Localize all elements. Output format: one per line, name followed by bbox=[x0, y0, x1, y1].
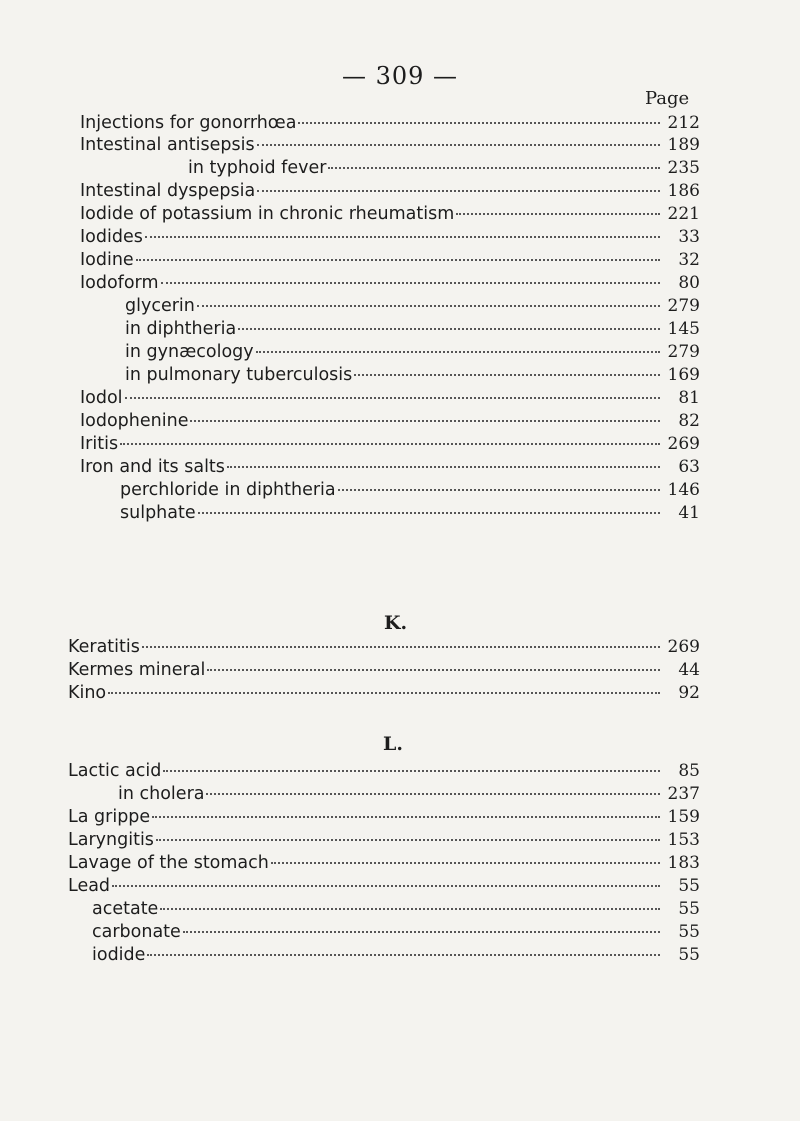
index-entry-page: 85 bbox=[678, 761, 700, 781]
page-number: — 309 — bbox=[341, 62, 459, 90]
index-entry-page: 221 bbox=[667, 204, 700, 224]
section-letter-k: K. bbox=[384, 612, 408, 634]
index-entry-label: Iodoform bbox=[80, 273, 159, 293]
leader-dots bbox=[456, 212, 660, 215]
index-entry-label: glycerin bbox=[125, 296, 195, 316]
index-entry-label: Kermes mineral bbox=[68, 660, 206, 680]
index-entry-label: carbonate bbox=[92, 922, 181, 942]
index-entry-page: 32 bbox=[678, 250, 700, 270]
index-entry-page: 237 bbox=[667, 784, 700, 804]
index-entry-label: in cholera bbox=[118, 784, 205, 804]
index-entry bbox=[188, 157, 700, 179]
leader-dots bbox=[183, 930, 660, 933]
index-entry bbox=[80, 203, 700, 225]
leader-dots bbox=[160, 907, 660, 910]
leader-dots bbox=[257, 189, 660, 192]
index-entry-label: in typhoid fever bbox=[188, 158, 327, 178]
index-entry bbox=[92, 921, 700, 943]
index-entry-page: 55 bbox=[678, 922, 700, 942]
index-entry bbox=[80, 180, 700, 202]
index-entry bbox=[125, 341, 700, 363]
index-entry-label: in diphtheria bbox=[125, 319, 237, 339]
index-entry bbox=[80, 456, 700, 478]
index-entry-page: 159 bbox=[667, 807, 700, 827]
index-entry-page: 55 bbox=[678, 876, 700, 896]
index-entry-page: 33 bbox=[678, 227, 700, 247]
index-entry-label: Kino bbox=[68, 683, 107, 703]
index-entry-label: Intestinal antisepsis bbox=[80, 135, 255, 155]
index-entry bbox=[125, 364, 700, 386]
index-entry bbox=[68, 875, 700, 897]
index-entry bbox=[120, 502, 700, 524]
index-entry bbox=[80, 387, 700, 409]
index-entry-page: 63 bbox=[678, 457, 700, 477]
index-entry bbox=[120, 479, 700, 501]
leader-dots bbox=[197, 304, 660, 307]
index-entry-page: 145 bbox=[667, 319, 700, 339]
leader-dots bbox=[145, 235, 660, 238]
leader-dots bbox=[271, 861, 660, 864]
leader-dots bbox=[328, 166, 660, 169]
index-entry-page: 186 bbox=[667, 181, 700, 201]
leader-dots bbox=[142, 645, 660, 648]
leader-dots bbox=[156, 838, 660, 841]
leader-dots bbox=[161, 281, 661, 284]
index-entry bbox=[80, 112, 700, 134]
index-entry-page: 80 bbox=[678, 273, 700, 293]
index-entry-label: Iritis bbox=[80, 434, 119, 454]
index-entry-label: Injections for gonorrhœa bbox=[80, 113, 297, 133]
index-entry bbox=[125, 318, 700, 340]
index-entry bbox=[80, 226, 700, 248]
index-entry bbox=[125, 295, 700, 317]
index-entry bbox=[80, 433, 700, 455]
leader-dots bbox=[298, 121, 660, 124]
index-entry-page: 269 bbox=[667, 434, 700, 454]
index-entry-label: La grippe bbox=[68, 807, 151, 827]
index-entry bbox=[92, 898, 700, 920]
leader-dots bbox=[227, 465, 660, 468]
index-entry-label: in pulmonary tuberculosis bbox=[125, 365, 353, 385]
index-entry-label: acetate bbox=[92, 899, 159, 919]
leader-dots bbox=[136, 258, 660, 261]
index-entry bbox=[80, 272, 700, 294]
index-entry-page: 183 bbox=[667, 853, 700, 873]
index-entry-label: Lavage of the stomach bbox=[68, 853, 269, 873]
index-entry-label: Iodol bbox=[80, 388, 123, 408]
index-entry bbox=[68, 852, 700, 874]
leader-dots bbox=[190, 419, 660, 422]
index-entry-label: Laryngitis bbox=[68, 830, 154, 850]
index-entry bbox=[80, 410, 700, 432]
index-entry-label: sulphate bbox=[120, 503, 196, 523]
index-entry-page: 169 bbox=[667, 365, 700, 385]
index-entry bbox=[92, 944, 700, 966]
index-entry-page: 153 bbox=[667, 830, 700, 850]
index-entry-label: Intestinal dyspepsia bbox=[80, 181, 256, 201]
index-entry-label: Iron and its salts bbox=[80, 457, 225, 477]
index-entry-page: 279 bbox=[667, 342, 700, 362]
leader-dots bbox=[256, 350, 660, 353]
leader-dots bbox=[257, 143, 660, 146]
leader-dots bbox=[147, 953, 660, 956]
leader-dots bbox=[338, 488, 660, 491]
index-entry-page: 269 bbox=[667, 637, 700, 657]
index-entry-page: 82 bbox=[678, 411, 700, 431]
index-entry bbox=[80, 134, 700, 156]
section-letter-l: L. bbox=[383, 733, 403, 755]
index-entry-label: Iodophenine bbox=[80, 411, 189, 431]
index-entry-page: 189 bbox=[667, 135, 700, 155]
index-entry-page: 55 bbox=[678, 899, 700, 919]
leader-dots bbox=[112, 884, 660, 887]
index-entry-label: Iodine bbox=[80, 250, 134, 270]
leader-dots bbox=[238, 327, 660, 330]
index-entry bbox=[68, 682, 700, 704]
index-entry-page: 235 bbox=[667, 158, 700, 178]
index-entry-page: 92 bbox=[678, 683, 700, 703]
index-entry bbox=[80, 249, 700, 271]
leader-dots bbox=[198, 511, 660, 514]
index-entry-label: Lead bbox=[68, 876, 111, 896]
index-entry bbox=[68, 636, 700, 658]
index-entry-page: 44 bbox=[678, 660, 700, 680]
leader-dots bbox=[206, 792, 660, 795]
leader-dots bbox=[163, 769, 660, 772]
index-entry-label: Lactic acid bbox=[68, 761, 162, 781]
index-entry-page: 55 bbox=[678, 945, 700, 965]
index-entry-label: Keratitis bbox=[68, 637, 140, 657]
index-entry bbox=[68, 659, 700, 681]
index-entry bbox=[68, 829, 700, 851]
index-entry-label: iodide bbox=[92, 945, 146, 965]
index-entry-page: 212 bbox=[667, 113, 700, 133]
leader-dots bbox=[207, 668, 660, 671]
index-entry-page: 146 bbox=[667, 480, 700, 500]
index-entry-page: 81 bbox=[678, 388, 700, 408]
leader-dots bbox=[120, 442, 660, 445]
leader-dots bbox=[125, 396, 660, 399]
index-entry bbox=[68, 760, 700, 782]
index-entry-label: Iodides bbox=[80, 227, 143, 247]
leader-dots bbox=[354, 373, 660, 376]
index-entry-page: 41 bbox=[678, 503, 700, 523]
index-entry-label: perchloride in diphtheria bbox=[120, 480, 336, 500]
leader-dots bbox=[152, 815, 660, 818]
index-entry-label: Iodide of potassium in chronic rheumatism bbox=[80, 204, 455, 224]
index-entry-page: 279 bbox=[667, 296, 700, 316]
index-entry-label: in gynæcology bbox=[125, 342, 254, 362]
leader-dots bbox=[108, 691, 660, 694]
index-entry bbox=[68, 806, 700, 828]
page-column-label: Page bbox=[645, 88, 690, 109]
index-entry bbox=[118, 783, 700, 805]
